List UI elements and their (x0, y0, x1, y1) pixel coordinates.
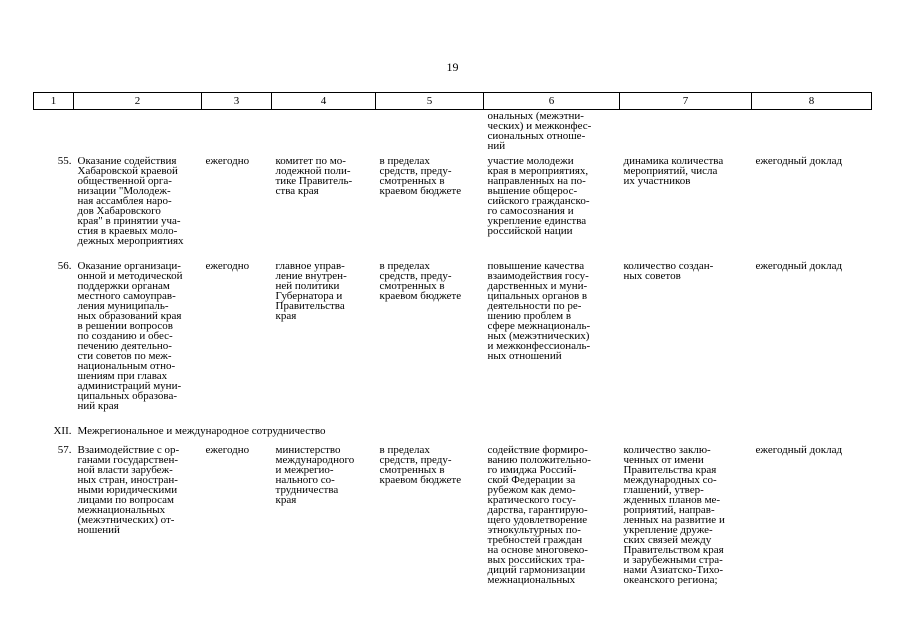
deadline-cell: ежегодно (205, 155, 250, 167)
column-number: 4 (272, 93, 376, 110)
indicator-cell: динамика количества мероприятий, числа их участников (623, 155, 724, 187)
responsible-cell: главное управ- ление внутрен- ней политики Губернатора и Правительства края (275, 260, 347, 322)
report-form-cell: ежегодный доклад (755, 444, 843, 456)
table-row-continuation (34, 110, 872, 152)
section-number: XII. (53, 425, 72, 437)
table-row (34, 256, 872, 421)
report-form-cell: ежегодный доклад (755, 155, 843, 167)
expected-result-cell: участие молодежи края в мероприятиях, направленных на по- вышение общерос- сийского гражданско- го самосознания и укрепление единства российской нации (487, 155, 590, 237)
deadline-cell: ежегодно (205, 444, 250, 456)
measure-name-cell: Взаимодействие с ор- ганами государствен- ной власти зарубеж- ных стран, иностран- ными юридическими лицами по вопросам межнациональных (межэтнических) от- ношений (77, 444, 180, 536)
funding-cell: в пределах средств, преду- смотренных в краевом бюджете (379, 444, 462, 486)
expected-result-cell: повышение качества взаимодействия госу- дарственных и муни- ципальных органов в деятельности по ре- шению проблем в сфере межнациональ- ных (межэтнических) и межконфессиональ- ных отношений (487, 260, 591, 362)
funding-cell: в пределах средств, преду- смотренных в краевом бюджете (379, 155, 462, 197)
table-row (34, 440, 872, 585)
column-number: 2 (74, 93, 202, 110)
column-number: 1 (34, 93, 74, 110)
column-number: 6 (484, 93, 620, 110)
column-number: 8 (752, 93, 872, 110)
section-title: Межрегиональное и международное сотрудничество (77, 425, 326, 437)
column-number-header (34, 93, 872, 110)
table-row (34, 151, 872, 256)
column-number: 5 (376, 93, 484, 110)
column-number: 7 (620, 93, 752, 110)
section-row (34, 421, 872, 440)
row-number: 55. (57, 155, 72, 167)
measure-name-cell: Оказание организаци- онной и методической поддержки органам местного самоуправ- ления муниципаль- ных образований края в решении вопросов по созданию и обес- печению деятельно- сти советов по меж- национальным отно- шениям при главах администраций муни- ципальных образова- ний края (77, 260, 183, 412)
row-number: 56. (57, 260, 72, 272)
measures-table (33, 92, 872, 585)
page-number: 19 (446, 60, 459, 74)
responsible-cell: министерство международного и межрегио- нального со- трудничества края (275, 444, 355, 506)
responsible-cell: комитет по мо- лодежной поли- тике Правитель- ства края (275, 155, 353, 197)
funding-cell: в пределах средств, преду- смотренных в краевом бюджете (379, 260, 462, 302)
indicator-cell: количество заклю- ченных от имени Правительства края международных со- глашений, утвер- жденных планов ме- роприятий, направ- ленных на развитие и укрепление друже- ских связей между Правительством края и зарубежными стра- нами Азиатско-Тихо- океанского региона; (623, 444, 725, 586)
column-number: 3 (202, 93, 272, 110)
indicator-cell: количество создан- ных советов (623, 260, 714, 282)
report-form-cell: ежегодный доклад (755, 260, 843, 272)
row-number: 57. (57, 444, 72, 456)
expected-result-cell: содействие формиро- ванию положительно- го имиджа Россий- ской Федерации за рубежом как демо- кратического госу- дарства, гарантирую- щего удовлетворение этнокультурных по- требностей граждан на основе многовеко- вых российских тра- диций гармонизации межнациональных (487, 444, 591, 586)
deadline-cell: ежегодно (205, 260, 250, 272)
measure-name-cell: Оказание содействия Хабаровской краевой общественной орга- низации "Молодеж- ная ассамблея наро- дов Хабаровского края" в принятии уча- стия в краевых моло- дежных мероприятиях (77, 155, 184, 247)
expected-result-cell: ональных (межэтни- ческих) и межконфес- сиональных отноше- ний (487, 110, 592, 152)
